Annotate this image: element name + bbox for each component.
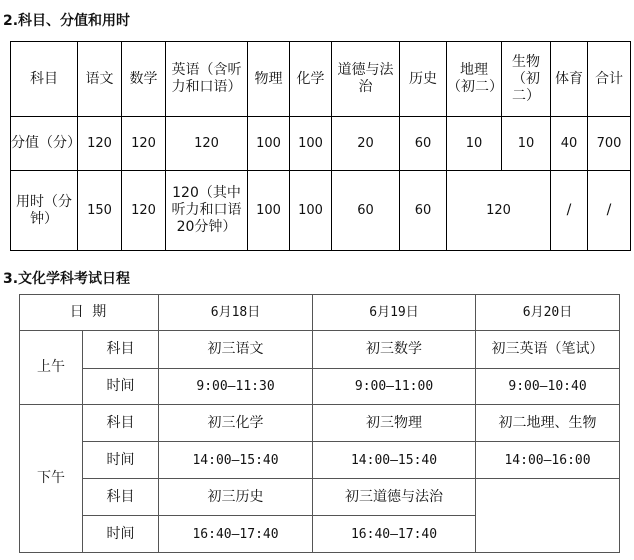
time-cell: 100 (290, 171, 332, 251)
score-cell: 60 (400, 117, 447, 171)
date-row (20, 295, 620, 331)
header-cell: 科目 (11, 42, 78, 117)
row-label: 分值（分） (11, 117, 78, 171)
subject-label: 科目 (83, 405, 159, 442)
time-cell: 150 (78, 171, 122, 251)
score-cell: 40 (551, 117, 588, 171)
header-cell: 体育 (551, 42, 588, 117)
morning-time-row (20, 369, 620, 405)
subject-cell: 初三语文 (159, 331, 313, 369)
score-cell: 20 (332, 117, 400, 171)
section-heading-schedule: 3.文化学科考试日程 (3, 271, 131, 287)
time-cell: / (588, 171, 631, 251)
time-cell: 14:00—15:40 (313, 442, 476, 479)
header-cell: 英语（含听力和口语） (166, 42, 248, 117)
time-cell: 60 (400, 171, 447, 251)
time-cell: 16:40—17:40 (159, 516, 313, 553)
morning-subject-row (20, 331, 620, 369)
afternoon-label: 下午 (20, 405, 83, 553)
section-heading-scores: 2.科目、分值和用时 (3, 13, 131, 29)
subject-cell: 初三道德与法治 (313, 479, 476, 516)
time-label: 时间 (83, 369, 159, 405)
header-cell: 合计 (588, 42, 631, 117)
subject-cell: 初三化学 (159, 405, 313, 442)
score-cell: 100 (290, 117, 332, 171)
score-cell: 120 (166, 117, 248, 171)
time-cell: 14:00—16:00 (476, 442, 620, 479)
header-cell: 物理 (248, 42, 290, 117)
header-cell: 生物（初二） (502, 42, 551, 117)
score-time-table (10, 41, 631, 251)
header-cell: 语文 (78, 42, 122, 117)
score-cell: 120 (78, 117, 122, 171)
row-label: 用时（分钟） (11, 171, 78, 251)
subject-label: 科目 (83, 479, 159, 516)
empty-cell (476, 479, 620, 553)
score-cell: 100 (248, 117, 290, 171)
subject-cell: 初三英语（笔试） (476, 331, 620, 369)
time-row (11, 171, 631, 251)
date-cell: 6月18日 (159, 295, 313, 331)
score-cell: 700 (588, 117, 631, 171)
time-label: 时间 (83, 516, 159, 553)
header-cell: 数学 (122, 42, 166, 117)
afternoon-time-row-1 (20, 442, 620, 479)
date-label: 日 期 (20, 295, 159, 331)
header-cell: 化学 (290, 42, 332, 117)
score-cell: 120 (122, 117, 166, 171)
time-cell: 9:00—11:30 (159, 369, 313, 405)
date-cell: 6月19日 (313, 295, 476, 331)
time-cell: 120 (447, 171, 551, 251)
header-cell: 道德与法治 (332, 42, 400, 117)
score-row (11, 117, 631, 171)
score-cell: 10 (447, 117, 502, 171)
time-cell: 16:40—17:40 (313, 516, 476, 553)
afternoon-subject-row-1 (20, 405, 620, 442)
time-cell: 120（其中听力和口语20分钟） (166, 171, 248, 251)
subject-cell: 初三物理 (313, 405, 476, 442)
time-cell: / (551, 171, 588, 251)
subject-cell: 初二地理、生物 (476, 405, 620, 442)
time-cell: 9:00—10:40 (476, 369, 620, 405)
header-cell: 历史 (400, 42, 447, 117)
time-cell: 14:00—15:40 (159, 442, 313, 479)
table-header-row (11, 42, 631, 117)
time-cell: 9:00—11:00 (313, 369, 476, 405)
subject-cell: 初三历史 (159, 479, 313, 516)
time-label: 时间 (83, 442, 159, 479)
time-cell: 100 (248, 171, 290, 251)
subject-label: 科目 (83, 331, 159, 369)
afternoon-subject-row-2 (20, 479, 620, 516)
subject-cell: 初三数学 (313, 331, 476, 369)
score-cell: 10 (502, 117, 551, 171)
date-cell: 6月20日 (476, 295, 620, 331)
time-cell: 60 (332, 171, 400, 251)
time-cell: 120 (122, 171, 166, 251)
exam-schedule-table (19, 294, 620, 553)
morning-label: 上午 (20, 331, 83, 405)
header-cell: 地理（初二） (447, 42, 502, 117)
